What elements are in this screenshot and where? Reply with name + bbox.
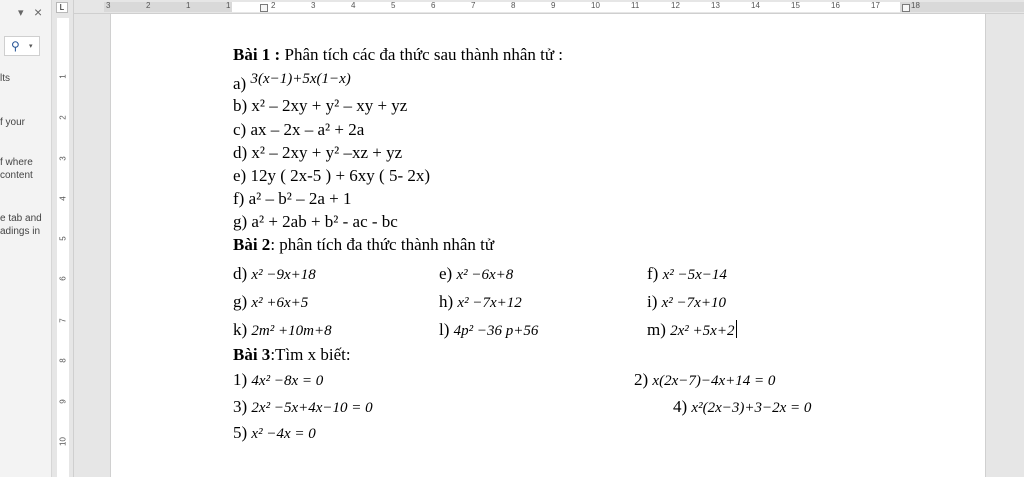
- ruler-number: 1: [58, 74, 68, 79]
- bai1-item-a: a) 3(x−1)+5x(1−x): [233, 71, 351, 93]
- horizontal-ruler[interactable]: [74, 0, 1024, 14]
- close-pane-icon[interactable]: ×: [34, 4, 43, 20]
- nav-text-4: e tab and adings in: [0, 213, 42, 237]
- ruler-number: 11: [631, 1, 640, 10]
- ruler-number: 14: [751, 1, 760, 10]
- ruler-number: 8: [58, 358, 68, 363]
- ruler-number: 7: [471, 1, 476, 10]
- pane-options-icon[interactable]: ▾: [18, 7, 24, 19]
- bai2-item-h: h) x² −7x+12: [439, 292, 522, 311]
- search-icon[interactable]: ⚲: [11, 39, 20, 53]
- nav-text-1: lts: [0, 73, 10, 84]
- vertical-ruler[interactable]: [52, 0, 74, 477]
- bai3-item-4: 4) x²(2x−3)+3−2x = 0: [673, 397, 812, 416]
- bai2-item-l: l) 4p² −36 p+56: [439, 320, 539, 339]
- ruler-number: 15: [791, 1, 800, 10]
- ruler-number: 18: [911, 1, 920, 10]
- bai3-item-3: 3) 2x² −5x+4x−10 = 0: [233, 397, 373, 416]
- document-page[interactable]: [110, 14, 986, 477]
- bai3-heading: Bài 3:Tìm x biết:: [233, 345, 351, 364]
- ruler-number: 2: [146, 1, 151, 10]
- ruler-number: 17: [871, 1, 880, 10]
- bai1-item-b: b) x² – 2xy + y² – xy + yz: [233, 96, 408, 115]
- ruler-number: 10: [591, 1, 600, 10]
- ruler-number: 1: [226, 1, 231, 10]
- tab-selector[interactable]: L: [56, 2, 68, 13]
- vertical-ruler-track: [57, 18, 69, 477]
- ruler-number: 3: [58, 156, 68, 161]
- bai2-item-d: d) x² −9x+18: [233, 264, 316, 283]
- ruler-number: 8: [511, 1, 516, 10]
- ruler-number: 3: [106, 1, 111, 10]
- left-indent-marker[interactable]: [260, 4, 268, 12]
- text-cursor: [736, 320, 737, 338]
- bai3-item-5: 5) x² −4x = 0: [233, 423, 316, 442]
- ruler-number: 9: [551, 1, 556, 10]
- bai2-item-m: m) 2x² +5x+2: [647, 320, 737, 340]
- ruler-number: 6: [431, 1, 436, 10]
- ruler-number: 5: [58, 236, 68, 241]
- nav-search-input[interactable]: [4, 36, 40, 56]
- ruler-number: 10: [58, 437, 68, 446]
- bai2-item-f: f) x² −5x−14: [647, 264, 727, 283]
- bai2-item-e: e) x² −6x+8: [439, 264, 514, 283]
- bai2-item-g: g) x² +6x+5: [233, 292, 309, 311]
- nav-text-2: f your: [0, 117, 26, 128]
- ruler-number: 4: [351, 1, 356, 10]
- ruler-number: 1: [186, 1, 191, 10]
- bai2-item-k: k) 2m² +10m+8: [233, 320, 332, 339]
- horizontal-ruler-track: [104, 2, 1024, 12]
- bai2-item-i: i) x² −7x+10: [647, 292, 726, 311]
- bai1-item-d: d) x² – 2xy + y² –xz + yz: [233, 143, 403, 162]
- navigation-pane: [0, 0, 52, 477]
- ruler-number: 7: [58, 318, 68, 323]
- ruler-number: 5: [391, 1, 396, 10]
- bai1-item-f: f) a² – b² – 2a + 1: [233, 189, 352, 208]
- bai3-item-2: 2) x(2x−7)−4x+14 = 0: [634, 370, 776, 389]
- bai1-item-c: c) ax – 2x – a² + 2a: [233, 120, 365, 139]
- ruler-number: 3: [311, 1, 316, 10]
- bai3-item-1: 1) 4x² −8x = 0: [233, 370, 324, 389]
- nav-text-3: f where content: [0, 157, 33, 181]
- ruler-number: 2: [271, 1, 276, 10]
- ruler-number: 13: [711, 1, 720, 10]
- bai1-item-e: e) 12y ( 2x-5 ) + 6xy ( 5- 2x): [233, 166, 431, 185]
- right-indent-marker[interactable]: [902, 4, 910, 12]
- ruler-number: 6: [58, 276, 68, 281]
- ruler-number: 16: [831, 1, 840, 10]
- bai1-item-g: g) a² + 2ab + b² - ac - bc: [233, 212, 398, 231]
- left-margin-area: [104, 2, 232, 12]
- bai2-heading: Bài 2: phân tích đa thức thành nhân tử: [233, 235, 495, 254]
- bai1-heading: Bài 1 : Phân tích các đa thức sau thành nhân tử :: [233, 45, 564, 64]
- ruler-number: 2: [58, 115, 68, 120]
- chevron-down-icon[interactable]: ▾: [29, 43, 33, 50]
- ruler-number: 9: [58, 399, 68, 404]
- ruler-number: 12: [671, 1, 680, 10]
- ruler-number: 4: [58, 196, 68, 201]
